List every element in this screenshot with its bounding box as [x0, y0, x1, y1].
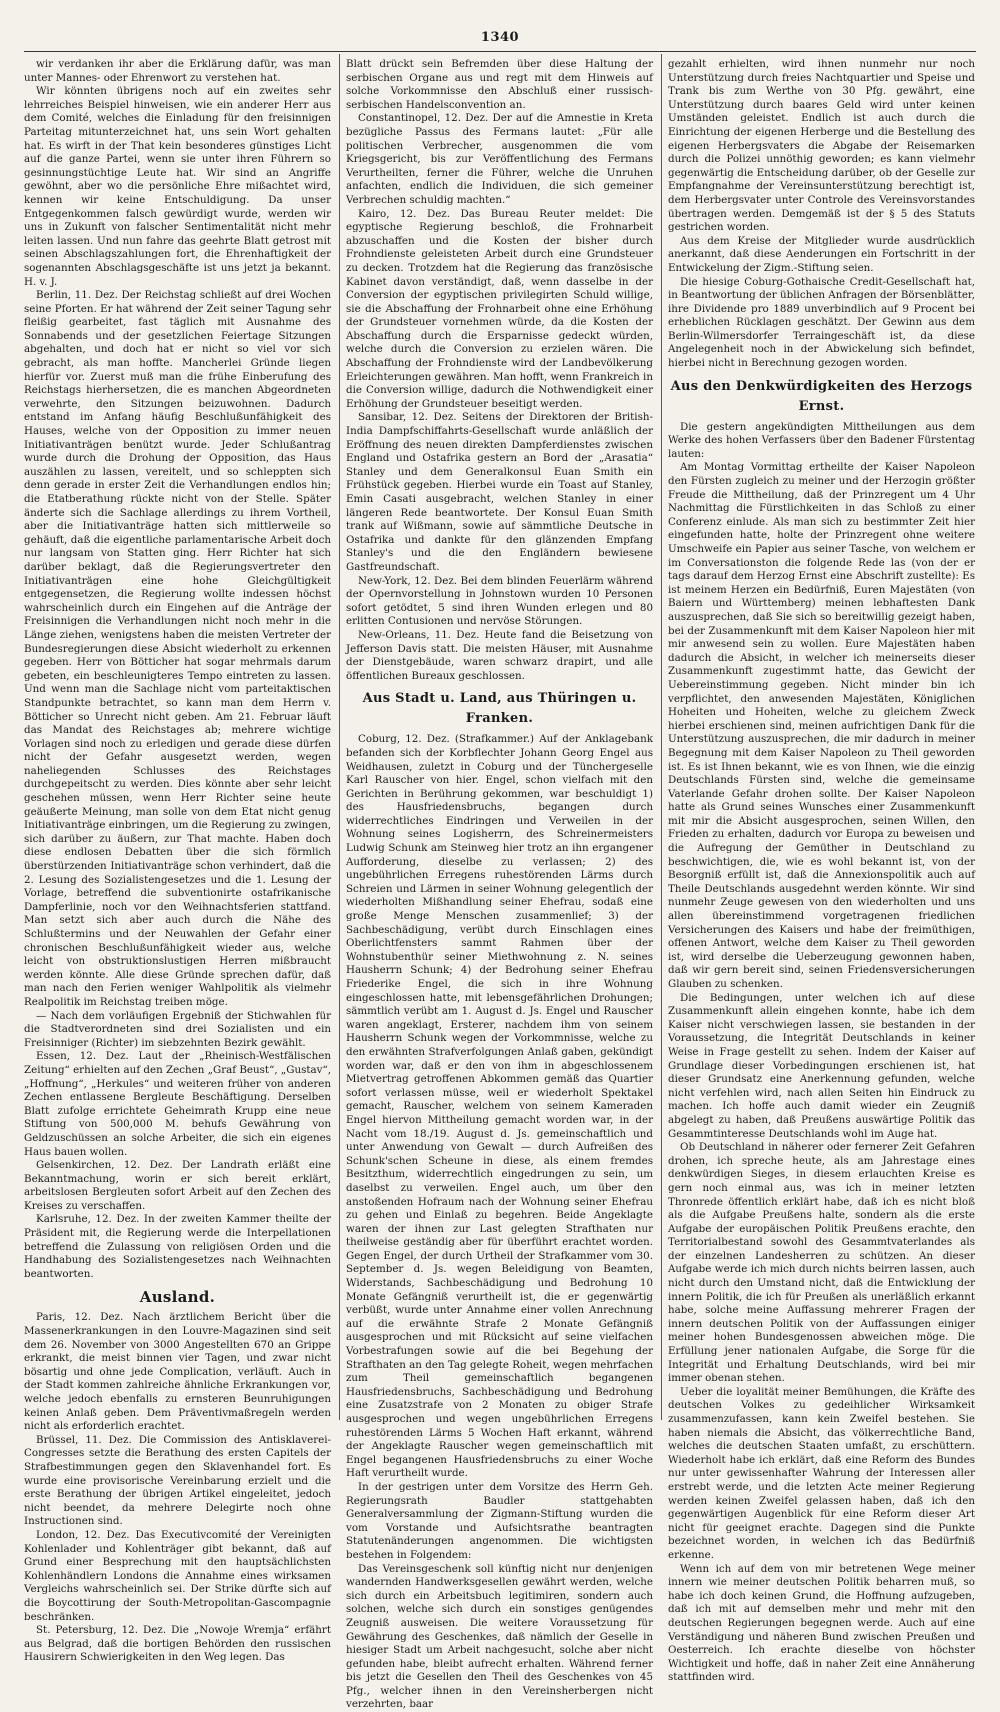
column-divider-1	[339, 54, 340, 1420]
paragraph: Am Montag Vormittag ertheilte der Kaiser Napoleon den Fürsten zugleich zu meiner und der Herzogin größter Freude die Mittheilung, daß der Prinzregent um 4 Uhr Nachmittag die Fürstlichkeiten in das Schloß zu einer Conferenz einlude. Als man sich zu bestimmter Zeit hier eingefunden hatte, holte der Prinzregent ohne weitere Umschweife ein Papier aus seiner Tasche, von welchem er im Conversationston die folgende Rede las (von der er tags darauf dem Herzog Ernst eine Abschrift zustellte): Es ist meinem Herzen ein Bedürfniß, Euren Majestäten (von Baiern und Württemberg) meinen lebhaftesten Dank auszusprechen, daß Sie sich so bereitwillig gezeigt haben, bei der Zusammenkunft mit dem Kaiser Napoleon hier mit mir anwesend sein zu wollen. Eure Majestäten haben dadurch die Absicht, in welcher ich meinerseits dieser Zusammenkunft zugestimmt hatte, das Gewicht der Uebereinstimmung gegeben. Nicht minder bin ich verpflichtet, den anwesenden Majestäten, Königlichen Hoheiten und Hoheiten, welche zu gleichem Zweck hierbei erschienen sind, meinen aufrichtigen Dank für die Unterstützung auszusprechen, die mir dadurch in meiner Begegnung mit dem Kaiser Napoleon zu Theil geworden ist. Es ist Ihnen bekannt, wie es von Ihnen, wie die einzig Deutschlands Fürsten sind, welche die gemeinsame Vaterlande Gefahr drohen sollte. Der Kaiser Napoleon hatte als Grund seines Wunsches einer Zusammenkunft mit mir die Absicht ausgesprochen, seinen Willen, den Frieden zu erhalten, dadurch vor Europa zu beweisen und die Aufregung der Gemüther in Deutschland zu beschwichtigen, die, wie es wohl bekannt ist, von der Besorgniß erfüllt ist, daß die Annexionspolitik auch auf Theile Deutschlands ausgedehnt werden könnte. Wir sind nunmehr Zeuge gewesen von den wiederholten und uns allen übereinstimmend vorgetragenen friedlichen Versicherungen des Kaisers und habe der freimüthigen, offenen Antwort, welche dem Kaiser zu Theil geworden ist, wird derselbe die Ueberzeugung gewonnen haben, daß wir gern bereit sind, seinen Friedensversicherungen Glauben zu schenken.	[668, 461, 975, 990]
news-sansibar: Sansibar, 12. Dez. Seitens der Direktoren der British-India Dampfschiffahrts-Gesellschaft wurde anläßlich der Eröffnung des neuen direkten Dampferdienstes zwischen England und Ostafrika gestern an Bord der „Arasatia“ Stanley und dem Generalkonsul Euan Smith ein Frühstück gegeben. Hierbei wurde ein Toast auf Stanley, Emin Casati ausgebracht, welchen Stanley in einer längeren Rede beantwortete. Der Konsul Euan Smith trank auf Wißmann, sowie auf sämmtliche Deutsche in Ostafrika und dankte für den glänzenden Empfang Stanley's und die den Engländern bewiesene Gastfreundschaft.	[346, 411, 653, 573]
news-st-petersburg: St. Petersburg, 12. Dez. Die „Nowoje Wremja“ erfährt aus Belgrad, daß die bortigen Behörden den russischen Hausirern Schwierigkeiten in den Weg legen. Das	[24, 1624, 331, 1664]
news-essen: Essen, 12. Dez. Laut der „Rheinisch-Westfälischen Zeitung“ erhielten auf den Zechen „Graf Beust“, „Gustav“, „Hoffnung“, „Herkules“ und weiteren früher von anderen Zechen entlassene Bergleute Beschäftigung. Derselben Blatt zufolge errichtete Geheimrath Krupp eine neue Stiftung von 500,000 M. behufs Gewährung von Geldzuschüssen an solche Arbeiter, die sich ein eigenes Haus bauen wollen.	[24, 1050, 331, 1158]
paragraph: Wenn ich auf dem von mir betretenen Wege meiner innern wie meiner deutschen Politik beharren muß, so habe ich doch keinen Grund, die Hoffnung aufzugeben, daß ich mit auf demselben mehr und mehr mit den deutschen Regierungen begegnen werde. Auch auf eine Verständigung und näheren Bund zwischen Preußen und Oesterreich. Ich erachte dieselbe von höchster Wichtigkeit und hoffe, daß in naher Zeit eine Annäherung stattfinden wird.	[668, 1562, 975, 1684]
paragraph: — Nach dem vorläufigen Ergebniß der Stichwahlen für die Stadtverordneten sind drei Sozialisten und ein Freisinniger (Richter) im siebzehnten Bezirk gewählt.	[24, 1009, 331, 1049]
column-2	[346, 58, 653, 1711]
news-bruessel: Brüssel, 11. Dez. Die Commission des Antisklaverei-Congresses setzte die Berathung des ersten Capitels der Strafbestimmungen gegen den Sklavenhandel fort. Es wurde eine provisorische Vereinbarung erzielt und die erste Berathung der übrigen Artikel eingeleitet, jedoch nicht beendet, da mehrere Delegirte noch ohne Instructionen sind.	[24, 1433, 331, 1528]
section-heading-herzog-ernst: Aus den Denkwürdigkeiten des Herzogs Ernst.	[670, 378, 973, 414]
top-rule	[24, 51, 976, 52]
news-berlin: Berlin, 11. Dez. Der Reichstag schließt auf drei Wochen seine Pforten. Er hat während der Zeit seiner Tagung sehr fleißig gearbeitet, fast täglich mit Ausnahme des Sonnabends und der gesetzlichen Feiertage Sitzungen abgehalten, und doch hat er nicht so viel vor sich gebracht, als man hoffte. Mancherlei Gründe liegen hierfür vor. Zuerst muß man die frühe Einberufung des Reichstags hierhersetzen, die es manchen Abgeordneten verwehrte, den Sitzungen beizuwohnen. Dadurch entstand im Anfang häufig Beschlußunfähigkeit des Hauses, welche von der Opposition zu immer neuen Initiativanträgen benützt wurde. Jeder Schlußantrag wurde durch die Drohung der Opposition, das Haus auszählen zu lassen, vereitelt, und so schleppten sich denn gerade in erster Zeit die Verhandlungen endlos hin; die Etatberathung rückte nicht von der Stelle. Später änderte sich die Sachlage allerdings zu ihrem Vortheil, aber die Initiativanträge hatten sich mittlerweile so gehäuft, daß die eigentliche parlamentarische Arbeit doch nur langsam von Statten ging. Herr Richter hat sich darüber beklagt, daß die Regierungsvertreter den Initiativanträgen eine hohe Gleichgültigkeit entgegensetzen, die Regierung wollte indessen höchst wahrscheinlich durch ein Eingehen auf die Anträge der Freisinnigen die Verhandlungen nicht noch mehr in die Länge ziehen, wenigstens haben die meisten Vertreter der Bundesregierungen diese Absicht wiederholt zu erkennen gegeben. Herr von Bötticher hat sogar mehrmals darum gebeten, ein beschleunigteres Tempo eintreten zu lassen. Und wenn man die Sachlage nicht vom parteitaktischen Standpunkte betrachtet, so kann man dem Herrn v. Bötticher so Unrecht nicht geben. Am 21. Februar läuft das Mandat des Reichstages ab; mehrere wichtige Vorlagen sind noch zu erledigen und gerade diese dürfen nicht der Gefahr ausgesetzt werden, wegen naheliegenden Schlusses des Reichstages durchgepeitscht zu werden. Dies könnte aber sehr leicht geschehen müssen, wenn Herr Richter seine heute geäußerte Meinung, man solle von dem Etat nicht genug Initiativanträge einbringen, um die Regierung zu zwingen, sich darüber zu äußern, zur That machte. Haben doch diese endlosen Debatten über die sich förmlich überstürzenden Initiativanträge schon verhindert, daß die 2. Lesung des Sozialistengesetzes und die 1. Lesung der Vorlage, betreffend die subventionirte ostafrikanische Dampferlinie, noch vor den Weihnachtsferien stattfand. Man setzt sich aber auch durch die Nähe des Schlußtermins und der Neuwahlen der Gefahr einer chronischen Beschlußunfähigkeit wieder aus, welche leicht von obstruktionslustigen Herren mißbraucht werden könnte. Alle diese Gründe sprechen dafür, daß man nach den Ferien weniger Wahlpolitik als vielmehr Realpolitik im Reichstag treiben möge.	[24, 289, 331, 1008]
column-divider-2	[661, 54, 662, 1420]
news-constantinopel: Constantinopel, 12. Dez. Der auf die Amnestie in Kreta bezügliche Passus des Fermans lautet: „Für alle politischen Verbrecher, ausgenommen die vom Kriegsgericht, bis zur Veröffentlichung des Fermans Verurtheilten, ferner die Führer, welche die Unruhen anfachten, endlich die Individuen, die sich gemeiner Verbrechen schuldig machten.“	[346, 112, 653, 206]
paragraph: Das Vereinsgeschenk soll künftig nicht nur denjenigen wandernden Handwerksgesellen gewährt werden, welche sich durch ein Arbeitsbuch legitimiren, sondern auch solchen, welche sich durch ein sonstiges genügendes Zeugniß ausweisen. Die weitere Voraussetzung für Gewährung des Geschenkes, daß nämlich der Geselle in hiesiger Stadt um Arbeit nachgesucht, solche aber nicht gefunden habe, bleibt aufrecht erhalten. Während ferner bis jetzt die Gesellen den Theil des Geschenkes von 45 Pfg., welcher ihnen in den Vereinsherbergen nicht verzehrten, baar	[346, 1562, 653, 1711]
section-heading-stadt-land: Aus Stadt u. Land, aus Thüringen u. Franken.	[362, 691, 637, 727]
paragraph: wir verdanken ihr aber die Erklärung dafür, was man unter Mannes- oder Ehrenwort zu verstehen hat.	[24, 58, 331, 84]
section-heading-ausland: Ausland.	[139, 1288, 216, 1307]
paragraph: Blatt drückt sein Befremden über diese Haltung der serbischen Organe aus und regt mit dem Hinweis auf solche Vorkommnisse den Abschluß einer russisch-serbischen Handelsconvention an.	[346, 58, 653, 111]
paragraph: Aus dem Kreise der Mitglieder wurde ausdrücklich anerkannt, daß diese Aenderungen ein Fortschritt in der Entwickelung der Zigm.-Stiftung seien.	[668, 234, 975, 274]
news-zigmann-stiftung: In der gestrigen unter dem Vorsitze des Herrn Geh. Regierungsrath Baudler stattgehabten Generalversammlung der Zigmann-Stiftung wurden die vom Vorstande und Aufsichtsrathe beantragten Statutenänderungen angenommen. Die wichtigsten bestehen in Folgendem:	[346, 1480, 653, 1561]
news-london: London, 12. Dez. Das Executivcomité der Vereinigten Kohlenlader und Kohlenträger gibt bekannt, daß auf Grund einer Besprechung mit den hauptsächlichsten Kohlenhändlern Londons die Annahme eines wirksamen Vergleichs wahrscheinlich sei. Der Strike dürfte sich auf die Boycottirung der South-Metropolitan-Gascompagnie beschränken.	[24, 1528, 331, 1623]
news-coburg-strafkammer: Coburg, 12. Dez. (Strafkammer.) Auf der Anklagebank befanden sich der Korbflechter Johann Georg Engel aus Weidhausen, zuletzt in Coburg und der Tünchergeselle Karl Rauscher von hier. Engel, schon vielfach mit den Gerichten in Berührung gekommen, war beschuldigt 1) des Hausfriedensbruchs, begangen durch widerrechtliches Eindringen und Verweilen in der Wohnung seines Logisherrn, des Schreinermeisters Ludwig Schunk am Steinweg hier trotz an ihn ergangener Aufforderung, dieselbe zu verlassen; 2) des ungebührlichen Erregens ruhestörenden Lärms durch Schreien und Lärmen in seiner Wohnung gelegentlich der wiederholten Mißhandlung seiner Ehefrau, sodaß eine große Menge Menschen zusammenlief; 3) der Sachbeschädigung, verübt durch Einschlagen eines Oberlichtfensters sammt Rahmen über der Wohnstubenthür seiner Miethwohnung z. N. seines Hausherrn Schunk; 4) der Bedrohung seiner Ehefrau Friederike Engel, die sich in ihre Wohnung eingeschlossen hatte, mit lebensgefährlichen Drohungen; sämmtlich verübt am 1. August d. Js. Engel und Rauscher waren angeklagt, Ersterer, nachdem ihm von seinem Hausherrn Schunk wegen der Vorkommnisse, welche zu den erwähnten Strafverfolgungen Anlaß gaben, gekündigt worden war, daß er den von ihm in abgeschlossenem Mietvertrag getroffenen Abkommen gemäß das Quartier sofort verlassen müsse, weil er wiederholt Spektakel gemacht, Rauscher, welchem von seinem Kameraden Engel hiervon Mittheilung gemacht worden war, in der Nacht vom 18./19. August d. Js. gemeinschaftlich und unter Anwendung von Gewalt — durch Aufreißen des Schunk'schen Scheune in diese, als einem fremdes Besitzthum, widerrechtlich eingedrungen zu sein, um daselbst zu verweilen. Engel auch, um über den anstoßenden Hofraum nach der Wohnung seiner Ehefrau zu gehen und Einlaß zu begehren. Beide Angeklagte waren der ihnen zur Last gelegten Strafthaten nur theilweise geständig aber für überführt erachtet worden. Gegen Engel, der durch Urtheil der Strafkammer vom 30. September d. Js. wegen Beleidigung von Beamten, Widerstands, Sachbeschädigung und Bedrohung 10 Monate Gefängniß verurtheilt ist, die er gegenwärtig verbüßt, wurde unter Annahme einer vollen Anrechnung auf die erwähnte Strafe 2 Monate Gefängniß ausgesprochen und mit Rücksicht auf seine vielfachen Vorbestrafungen sowie auf die bei Begehung der Strafthaten an den Tag gelegte Roheit, wegen mehrfachen zum Theil gemeinschaftlich begangenen Hausfriedensbruchs, Sachbeschädigung und Bedrohung eine Zusatzstrafe von 2 Monaten zu obiger Strafe ausgesprochen und wegen ungebührlichen Erregens ruhestörenden Lärms 5 Wochen Haft erkannt, während der Angeklagte Rauscher wegen gemeinschaftlich mit Engel begangenen Hausfriedensbruchs zu einer Woche Haft verurtheilt wurde.	[346, 733, 653, 1480]
column-3	[668, 58, 975, 1684]
paragraph: Wir könnten übrigens noch auf ein zweites sehr lehrreiches Beispiel hinweisen, wie ein anderer Herr aus dem Comité, welches die Einladung für den freisinnigen Parteitag mitunterzeichnet hat, uns sein Wort gehalten hat. Es wirft in der That kein besonderes günstiges Licht auf die ganze Partei, wenn sie unter ihren Führern so gesinnungstüchtige Leute hat. Wir sind an Angriffe gewöhnt, aber wo die persönliche Ehre mißachtet wird, kennen wir keine Entschuldigung. Da unser Entgegenkommen falsch gewürdigt wurde, werden wir uns in Zukunft von falscher Sentimentalität nicht mehr leiten lassen. Und nun fahre das geehrte Blatt getrost mit seinen Abschlagszahlungen fort, die Ehrenhaftigkeit der sogenannten Abschlagsgeschäfte ist uns jetzt ja bekannt. H. v. J.	[24, 85, 331, 288]
paragraph: Die gestern angekündigten Mittheilungen aus dem Werke des hohen Verfassers über den Badener Fürstentag lauten:	[668, 420, 975, 460]
paragraph: Ob Deutschland in näherer oder fernerer Zeit Gefahren drohen, ich spreche heute, als am Jahrestage eines denkwürdigen Sieges, in diesem erlauchten Kreise es gern noch einmal aus, was ich in meiner letzten Thronrede öffentlich erklärt habe, daß ich es nicht bloß als die Aufgabe Preußens halte, sondern als die erste Aufgabe der europäischen Politik Preußens erachte, den Territorialbestand sowohl des Gesammtvaterlandes als der einzelnen Landesherren zu schützen. An dieser Aufgabe werde ich mich durch nichts beirren lassen, auch nicht durch den Umstand nicht, daß die Entwicklung der innern Politik, die ich für Preußen als unerläßlich erkannt habe, solche meine Auffassung mehrerer Fragen der innern deutschen Politik von der Auffassungen einiger meiner hohen Bundesgenossen abweichen möge. Die Erfüllung jener nationalen Aufgabe, die Sorge für die Integrität und Erhaltung Deutschlands, wird bei mir immer obenan stehen.	[668, 1141, 975, 1385]
paragraph: gezahlt erhielten, wird ihnen nunmehr nur noch Unterstützung durch freies Nachtquartier und Speise und Trank bis zum Werthe von 30 Pfg. gewährt, eine Unterstützung durch baares Geld wird unter keinen Umständen geleistet. Endlich ist auch durch die Einrichtung der eigenen Herberge und die Bestellung des eigenen Herbergsvaters die Abgabe der Reisemarken durch die Polizei unnöthig geworden; es kann vielmehr gegenwärtig die Entscheidung darüber, ob der Geselle zur Empfangnahme der Vereinsunterstützung berechtigt ist, dem Herbergsvater unter Controle des Vereinsvorstandes übertragen werden. Demgemäß ist der § 5 des Statuts gestrichen worden.	[668, 58, 975, 234]
news-karlsruhe: Karlsruhe, 12. Dez. In der zweiten Kammer theilte der Präsident mit, die Regierung werde die Interpellationen betreffend die Zulassung von religiösen Orden und die Handhabung des Sozialistengesetzes nach Weihnachten beantworten.	[24, 1213, 331, 1280]
news-new-york: New-York, 12. Dez. Bei dem blinden Feuerlärm während der Opernvorstellung in Johnstown wurden 10 Personen sofort getödtet, 5 sind ihren Wunden erlegen und 80 erlitten Contusionen und nervöse Störungen.	[346, 574, 653, 628]
news-new-orleans: New-Orleans, 11. Dez. Heute fand die Beisetzung von Jefferson Davis statt. Die meisten Häuser, mit Ausnahme der Dienstgebäude, waren schwarz drapirt, und alle öffentlichen Bureaux geschlossen.	[346, 628, 653, 682]
news-paris: Paris, 12. Dez. Nach ärztlichem Bericht über die Massenerkrankungen in den Louvre-Magazinen sind seit dem 26. November von 3000 Angestellten 670 an Grippe erkrankt, die meist binnen vier Tagen, und zwar nicht bösartig und ohne jede Complication, verläuft. Auch in der Stadt kommen zahlreiche ähnliche Erkrankungen vor, welche jedoch ebenfalls zu ernsteren Beunruhigungen keinen Anlaß geben. Dem Präventivmaßregeln werden nicht als erforderlich erachtet.	[24, 1311, 331, 1433]
paragraph: Die Bedingungen, unter welchen ich auf diese Zusammenkunft allein eingehen konnte, habe ich dem Kaiser nicht verschwiegen lassen, sie bestanden in der Voraussetzung, die Integrität Deutschlands in keiner Weise in Frage gestellt zu sehen. Indem der Kaiser auf Grundlage dieser Vorbedingungen erschienen ist, hat dieser Grundsatz eine Anerkennung gefunden, welche nicht verfehlen wird, nach allen Seiten hin Eindruck zu machen. Ich hoffe auch damit wieder ein Zeugniß abgelegt zu haben, daß Preußens auswärtige Politik das Gesammtinteresse Deutschlands wohl im Auge hat.	[668, 991, 975, 1140]
news-kairo: Kairo, 12. Dez. Das Bureau Reuter meldet: Die egyptische Regierung beschloß, die Frohnarbeit abzuschaffen und die Kosten der bisher durch Frohndienste geleisteten Arbeit durch eine Grundsteuer zu decken. Trotzdem hat die Regierung das französische Kabinet davon verständigt, daß, wenn dasselbe in der Conversion der egyptischen privilegirten Schuld willige, sie die Abschaffung der Frohnarbeit ohne eine Erhöhung der Grundsteuer vornehmen würde, da die Kosten der Abschaffung durch die Ersparnisse gedeckt würden, welche durch die Conversion zu erzielen wären. Die Abschaffung der Frohndienste wird der Landbevölkerung Erleichterungen gewähren. Man hofft, wenn Frankreich in die Conversion willige, dadurch die Nothwendigkeit einer Erhöhung der Grundsteuer beseitigt werden.	[346, 207, 653, 410]
news-credit-gesellschaft: Die hiesige Coburg-Gothaische Credit-Gesellschaft hat, in Beantwortung der üblichen Anfragen der Börsenblätter, ihre Dividende pro 1889 unverbindlich auf 9 Procent bei erheblichen Rücklagen geschätzt. Der Gewinn aus dem Berlin-Wilmersdorfer Terraingeschäft ist, da diese Angelegenheit noch in der Abwickelung sich befindet, hierbei nicht in Berechnung gezogen worden.	[668, 275, 975, 370]
news-gelsenkirchen: Gelsenkirchen, 12. Dez. Der Landrath erläßt eine Bekanntmachung, worin er sich bereit erklärt, arbeitslosen Bergleuten sofort Arbeit auf den Zechen des Kreises zu verschaffen.	[24, 1159, 331, 1212]
column-1	[24, 58, 331, 1664]
paragraph: Ueber die loyalität meiner Bemühungen, die Kräfte des deutschen Volkes zu gedeihlicher Wirksamkeit zusammenzufassen, kann kein Zweifel bestehen. Sie haben niemals die Absicht, das völkerrechtliche Band, welches die deutschen Staaten umfaßt, zu erschüttern. Wiederholt habe ich erklärt, daß eine Reform des Bundes nur unter gewissenhafter Wahrung der Interessen aller erstrebt werde, und die letzten Acte meiner Regierung werden keinen Zweifel gelassen haben, daß ich den gegenwärtigen Augenblick für eine Reform dieser Art nicht für geeignet erachte. Dagegen sind die Punkte bezeichnet worden, in welchen ich das Bedürfniß erkenne.	[668, 1385, 975, 1561]
page-number: 1340	[480, 30, 520, 45]
